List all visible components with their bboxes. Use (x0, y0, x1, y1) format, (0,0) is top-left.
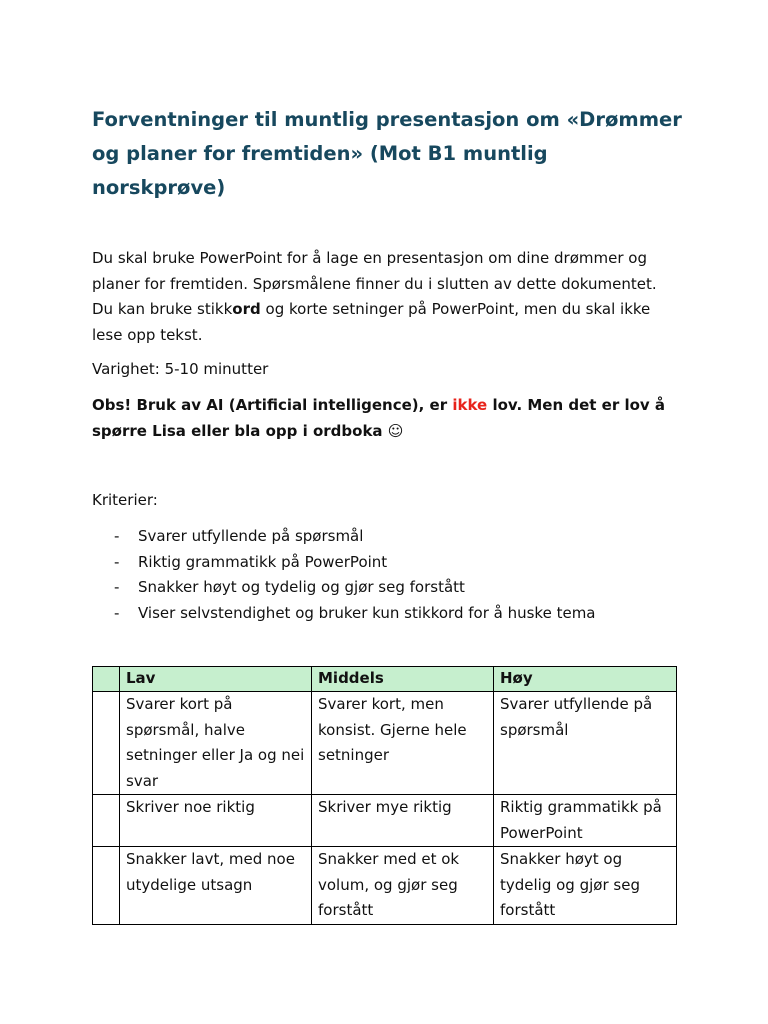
rubric-header-lav: Lav (120, 667, 312, 692)
rubric-row (93, 847, 677, 925)
rubric-cell-middels: Snakker med et ok volum, og gjør seg forstått (312, 847, 494, 925)
intro-text-bold: ord (232, 300, 261, 318)
bullet-dash: - (114, 527, 120, 545)
rubric-header-hoy: Høy (494, 667, 677, 692)
criteria-item-text: Viser selvstendighet og bruker kun stikkord for å huske tema (138, 603, 596, 622)
criteria-label: Kriterier: (92, 491, 158, 509)
rubric-header-row (93, 667, 677, 692)
document-title: Forventninger til muntlig presentasjon om «Drømmer og planer for fremtiden» (Mot B1 muntlig norskprøve) (92, 108, 682, 199)
criteria-item (92, 524, 596, 550)
intro-paragraph (92, 246, 682, 348)
warning-red-word: ikke (452, 396, 488, 414)
rubric-row-label (93, 692, 120, 795)
criteria-item-text: Svarer utfyllende på spørsmål (138, 527, 364, 545)
intro-text-part1: Du skal bruke PowerPoint for å lage en presentasjon om dine drømmer og planer for fremtiden. Spørsmålene finner du i slutten av dette dokumentet. Du kan bruke stikk (92, 249, 657, 318)
rubric-cell-middels: Svarer kort, men konsist. Gjerne hele setninger (312, 692, 494, 795)
rubric-header-blank (93, 667, 120, 692)
criteria-item-text: Snakker høyt og tydelig og gjør seg forstått (138, 578, 465, 596)
rubric-table (92, 666, 677, 925)
criteria-list (92, 524, 596, 626)
intro-text-part2: og korte setninger på PowerPoint, men du skal ikke lese opp tekst. (92, 300, 651, 344)
criteria-item-text: Riktig grammatikk på PowerPoint (138, 552, 388, 571)
rubric-row-label (93, 795, 120, 847)
rubric-header-middels: Middels (312, 667, 494, 692)
warning-text-part2: lov. Men det er lov å spørre Lisa eller bla opp i ordboka ☺ (92, 396, 666, 440)
rubric-cell-lav: Snakker lavt, med noe utydelige utsagn (120, 847, 312, 925)
warning-text-part1: Obs! Bruk av AI (Artificial intelligence), er (92, 396, 453, 414)
rubric-cell-middels: Skriver mye riktig (312, 795, 494, 847)
rubric-row-label (93, 847, 120, 925)
duration-text: Varighet: 5-10 minutter (92, 360, 269, 378)
rubric-cell-lav: Skriver noe riktig (120, 795, 312, 847)
bullet-dash: - (114, 552, 120, 571)
rubric-row (93, 692, 677, 795)
rubric-cell-lav: Svarer kort på spørsmål, halve setninger eller Ja og nei svar (120, 692, 312, 795)
bullet-dash: - (114, 603, 120, 622)
rubric-cell-hoy: Svarer utfyllende på spørsmål (494, 692, 677, 795)
rubric-row (93, 795, 677, 847)
bullet-dash: - (114, 578, 120, 596)
ai-warning (92, 392, 682, 444)
criteria-item (92, 550, 596, 576)
criteria-item (92, 601, 596, 627)
criteria-item (92, 575, 596, 601)
rubric-cell-hoy: Snakker høyt og tydelig og gjør seg forstått (494, 847, 677, 925)
rubric-cell-hoy: Riktig grammatikk på PowerPoint (494, 795, 677, 847)
